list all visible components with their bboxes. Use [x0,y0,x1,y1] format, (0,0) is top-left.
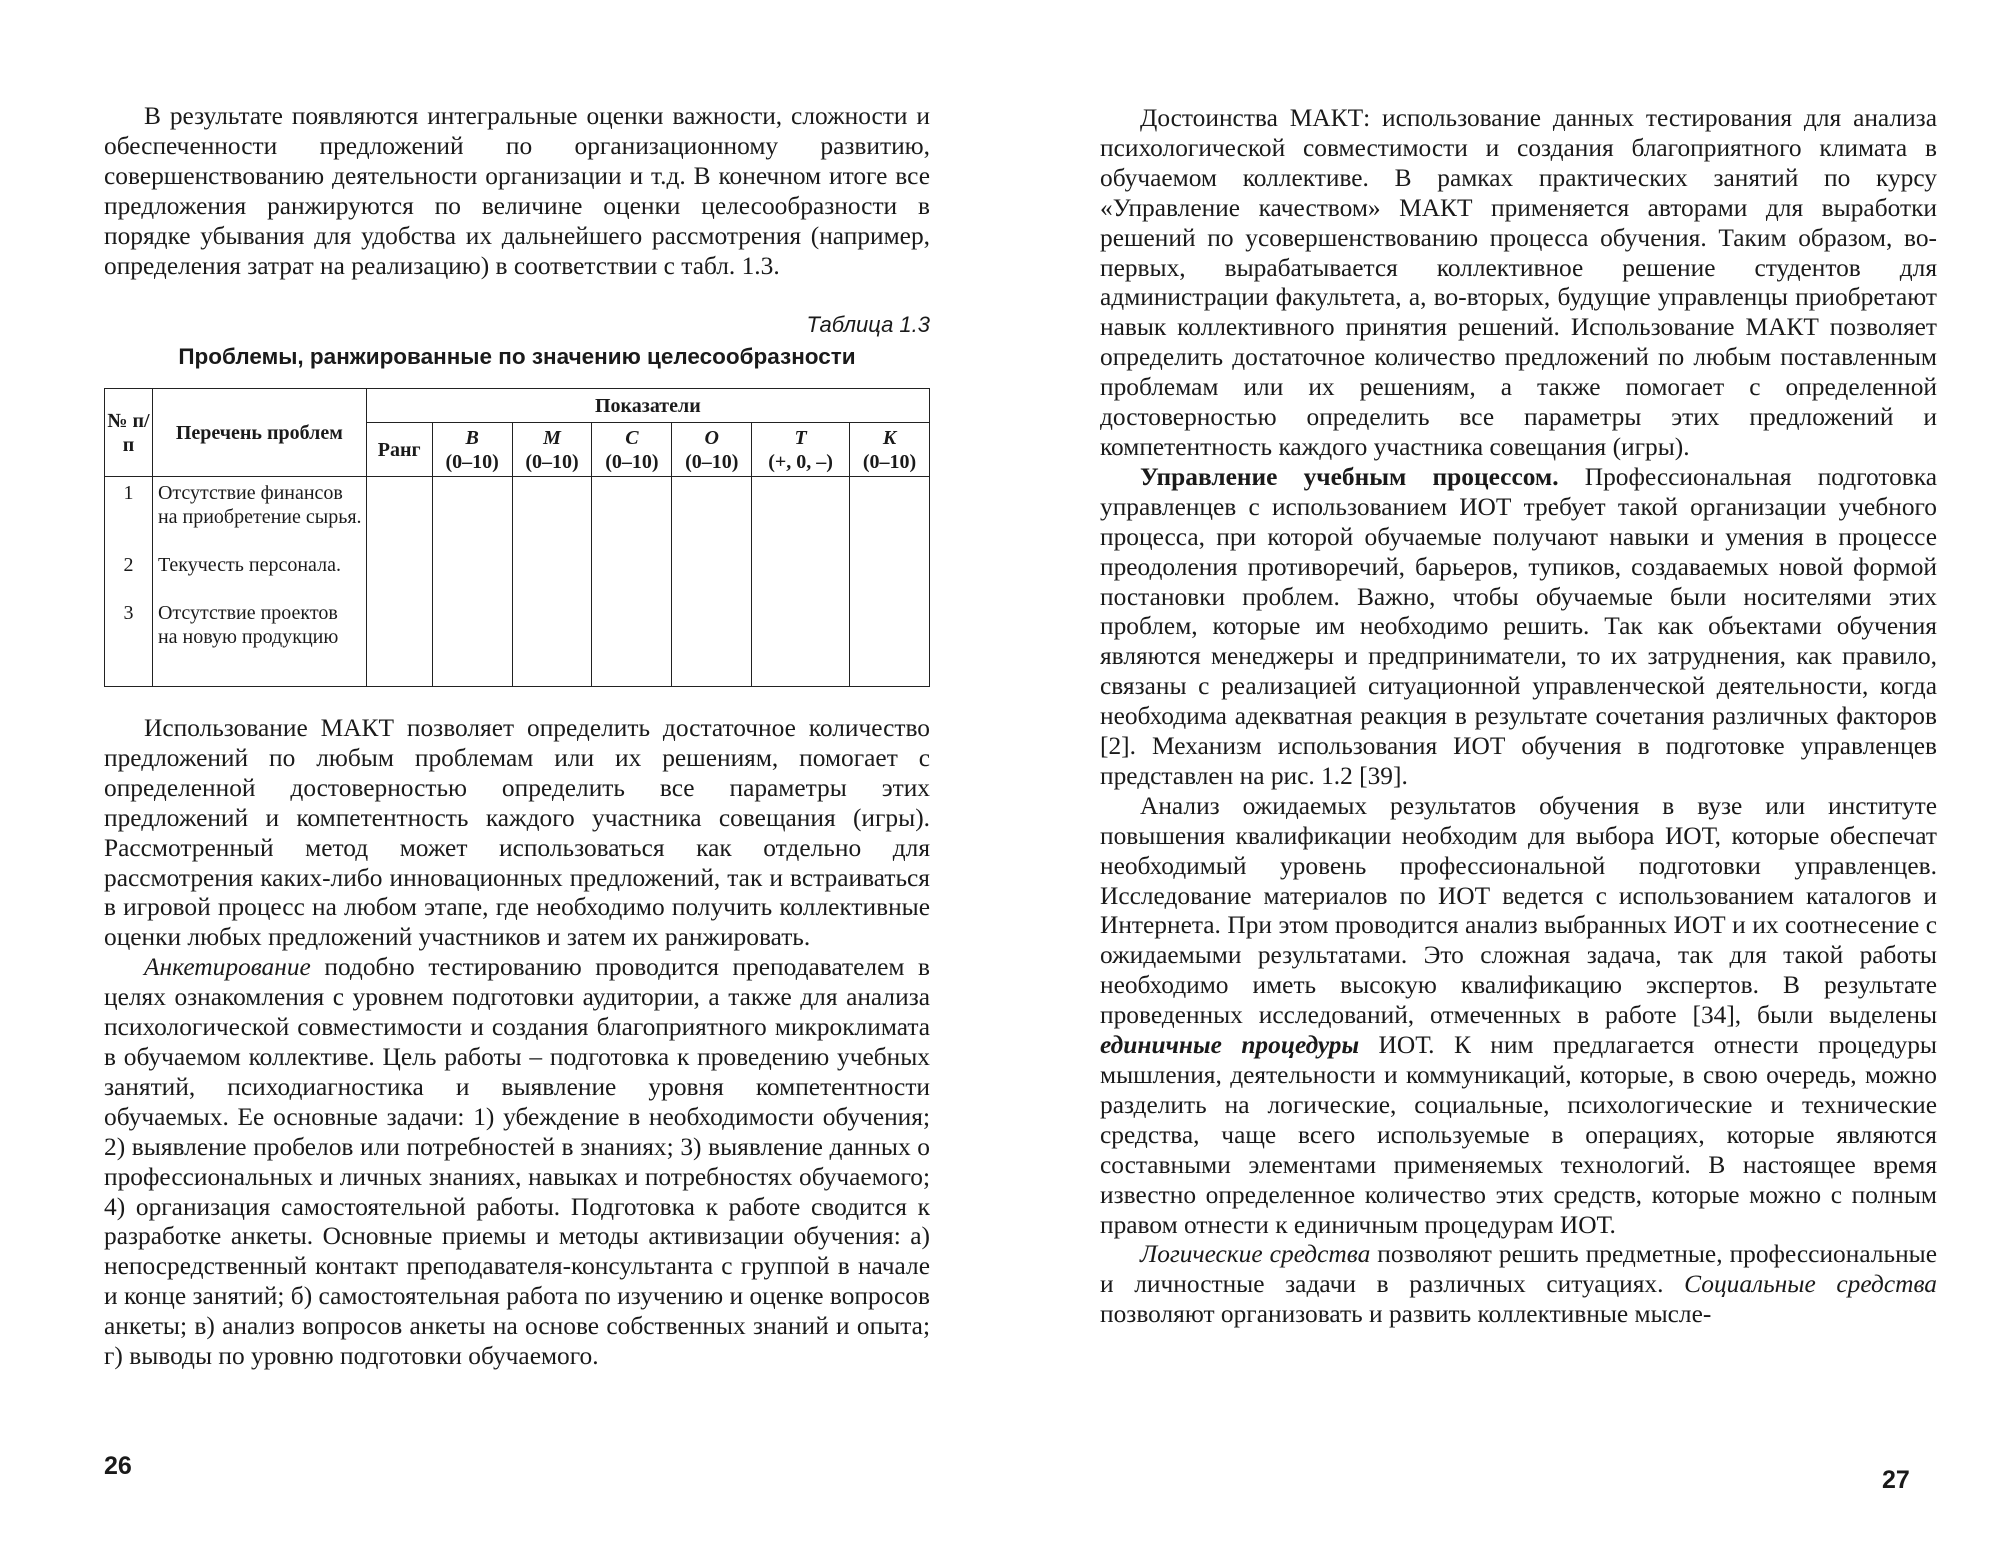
indicator-letter: T [794,426,807,449]
empty-cell [592,477,672,687]
paragraph-analysis-b: ИОТ. К ним предлагается отнести процедуры мышления, деятельности и коммуникаций, которые, в свою очередь, можно разделить на логические, социальные, психологические и технические средства, чаще всего используемые в операциях, которые являются составными элементами применяемых технологий. В настоящее время известно определенное количество этих средств, которые можно с полным правом отнести к единичным процедурам ИОТ. [1100,1031,1937,1239]
indicator-letter: O [704,426,719,449]
empty-cell [752,477,850,687]
indicator-range: (0–10) [862,450,917,473]
header-indicator [752,423,850,477]
paragraph-anket-text: подобно тестированию проводится преподавателем в целях ознакомления с уровнем подготовки аудитории, а также для анализа психологической совместимости и создания благоприятного микроклимата в обучаемом коллективе. Цель работы – подготовка к проведению учебных занятий, психодиагностика и выявление уровня компетентности обучаемых. Ее основные задачи: 1) убеждение в необходимости обучения; 2) выявление пробелов или потребностей в знаниях; 3) выявление данных о профессиональных и личных знаниях, навыках и потребностях обучаемого; 4) организация самостоятельной работы. Подготовка к работе сводится к разработке анкеты. Основные приемы и методы активизации обучения: а) непосредственный контакт преподавателя-консультанта с группой в начале и конце занятий; б) самостоятельная работа по изучению и оценке вопросов анкеты; в) анализ вопросов анкеты на основе собственных знаний и опыта; г) выводы по уровню подготовки обучаемого. [104,953,930,1371]
heading-management: Управление учебным процессом. [1140,462,1559,491]
empty-cell [512,477,592,687]
indicator-range: (0–10) [605,450,659,473]
right-column [1100,104,1937,1330]
empty-cell [432,477,512,687]
empty-cell [850,477,930,687]
table-label: Таблица 1.3 [806,312,930,337]
indicator-letter: B [465,426,479,449]
header-indicator [850,423,930,477]
problem-item: Отсутствие проектов на новую продукцию [157,602,339,648]
indicator-range: (0–10) [525,450,579,473]
paragraph-intro: В результате появляются интегральные оценки важности, сложности и обеспеченности предложений по организационному развитию, совершенствованию деятельности организации и т.д. В конечном итоге все предложения ранжируются по величине оценки целесообразности в порядке убывания для удобства их дальнейшего рассмотрения (например, определения затрат на реализацию) в соответствии с табл. 1.3. [104,102,930,280]
problems-table [104,388,930,687]
header-problems: Перечень проблем [152,389,366,477]
header-num: № п/п [105,389,153,477]
table-title: Проблемы, ранжированные по значению целесообразности [178,344,856,369]
paragraph-merits: Достоинства МАКТ: использование данных тестирования для анализа психологической совместимости и создания благоприятного климата в обучаемом коллективе. В рамках практических занятий по курсу «Управление качеством» МАКТ применяется авторами для выработки решений по усовершенствованию процесса обучения. Таким образом, во-первых, вырабатывается коллективное решение студентов для администрации факультета, а, во-вторых, будущие управленцы приобретают навык коллективного принятия решений. Использование МАКТ позволяет определить достаточное количество предложений по любым поставленным проблемам или их решениям, а также помогает с определенной достоверностью определить все параметры этих предложений и компетентность каждого участника совещания (игры). [1100,104,1937,461]
header-indicators: Показатели [366,389,929,423]
row-numbers-cell [105,477,153,687]
problems-list-cell [152,477,366,687]
header-rank: Ранг [366,423,432,477]
indicator-range: (+, 0, –) [768,450,833,473]
header-indicator [432,423,512,477]
header-indicator [592,423,672,477]
paragraph-makt: Использование МАКТ позволяет определить достаточное количество предложений по любым проблемам или их решениям, помогает с определенной достоверностью определить все параметры этих предложений и компетентность каждого участника совещания (игры). Рассмотренный метод может использоваться как отдельно для рассмотрения каких-либо инновационных предложений, так и встраиваться в игровой процесс на любом этапе, где необходимо получить коллективные оценки любых предложений участников и затем их ранжировать. [104,714,930,952]
paragraph-analysis-a: Анализ ожидаемых результатов обучения в вузе или институте повышения квалификации необходим для выбора ИОТ, которые обеспечат необходимый уровень профессиональной подготовки управленцев. Исследование материалов по ИОТ ведется с использованием каталогов и Интернета. При этом проводится анализ выбранных ИОТ и их соотнесение с ожидаемыми результатами. Это сложная задача, так для такой работы необходимо иметь высокую квалификацию экспертов. В результате проведенных исследований, отмеченных в работе [34], были выделены [1100,791,1937,1030]
paragraph-logic-b: позволяют организовать и развить коллективные мысле- [1100,1300,1712,1329]
indicator-range: (0–10) [685,450,739,473]
indicator-letter: K [882,426,897,449]
paragraph-management-text: Профессиональная подготовка управленцев с использованием ИОТ требует такой организации учебного процесса, при которой обучаемые получают навыки и умения в процессе преодоления противоречий, барьеров, тупиков, создаваемых новой формой постановки проблем. Важно, чтобы обучаемые были носителями этих проблем, которые им необходимо решить. Так как объектами обучения являются менеджеры и предприниматели, то их затруднения, как правило, связаны с реализацией ситуационной управленческой деятельности, когда необходима адекватная реакция в результате сочетания различных факторов [2]. Механизм использования ИОТ обучения в подготовке управленцев представлен на рис. 1.2 [39]. [1100,462,1938,790]
paragraph-logic [1100,1240,1937,1330]
term-anket: Анкетирование [144,953,311,982]
paragraph-management [1100,463,1937,792]
right-page [1000,0,2000,1557]
left-column-bottom [104,714,930,1372]
row-num: 1 [123,482,134,504]
indicator-letter: M [543,426,561,449]
table-body-row [105,477,930,687]
header-indicator [512,423,592,477]
paragraph-anket [104,953,930,1372]
header-indicator [672,423,752,477]
paragraph-logic-a: позволяют решить предметные, профессиональные и личностные задачи в различных ситуациях. [1100,1240,1937,1299]
problem-item: Отсутствие финансов на приобретение сырья. [157,482,362,528]
term-logic-means: Логические средства [1140,1240,1371,1269]
indicator-range: (0–10) [445,450,499,473]
term-unit-procedures: единичные процедуры [1100,1031,1360,1060]
left-column-top [104,102,930,281]
empty-cell [366,477,432,687]
indicator-letter: C [625,426,639,449]
page-number-left: 26 [104,1452,132,1480]
problem-item: Текучесть персонала. [157,554,341,576]
page-number-right: 27 [1882,1466,1910,1494]
term-social-means: Социальные средства [1684,1270,1937,1299]
row-num: 2 [123,554,134,576]
row-num: 3 [123,602,134,624]
empty-cell [672,477,752,687]
paragraph-analysis [1100,792,1937,1241]
